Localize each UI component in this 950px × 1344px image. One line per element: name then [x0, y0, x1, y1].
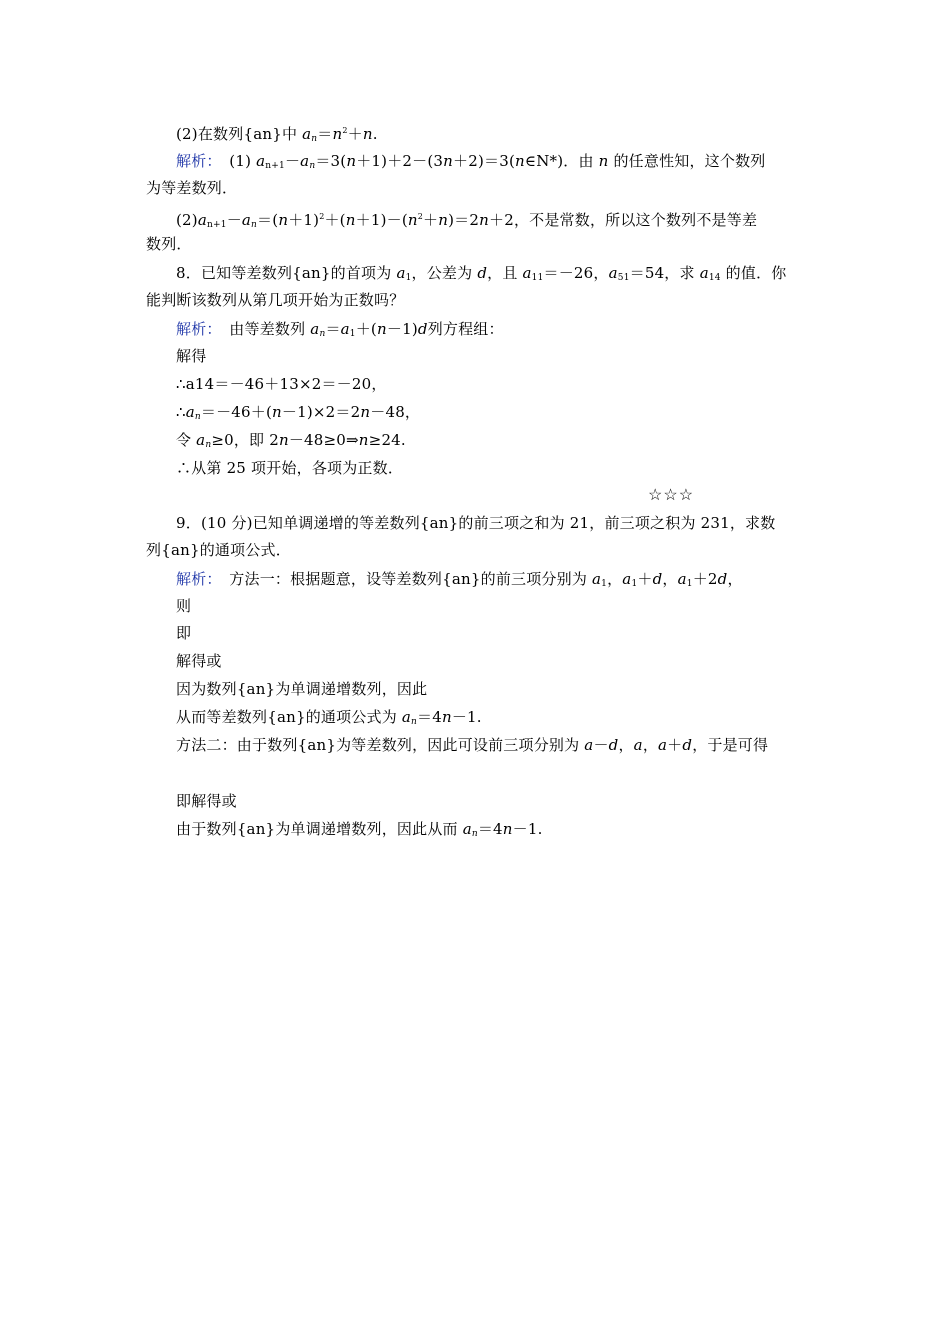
solution-9-jiede-huo: 解得或 [176, 652, 222, 670]
solution-8-solve: 解得 [176, 347, 207, 365]
solution-9-method2: 方法二：由于数列{an}为等差数列，因此可设前三项分别为 a－d，a，a＋d，于是可得 [176, 736, 769, 754]
solution-9-ze: 则 [176, 597, 192, 615]
solution-9-ji: 即 [176, 624, 192, 642]
solution-label: 解析： [176, 570, 215, 588]
solution-9-method2-solve: 即解得或 [176, 792, 237, 810]
solution-2-line2: 数列． [146, 235, 192, 253]
solution-1-line1: 解析： (1) $a_{n+1}-a_n=3(n+1)+2-(3n+2)=3(n\in N*)$．由 n 的任意性知，这个数列 [176, 152, 766, 171]
solution-9-method1: 解析： 方法一：根据题意，设等差数列{an}的前三项分别为 $a_1$，$a_1+d$，$a_1+2d$， [176, 570, 743, 589]
question-8-line2: 能判断该数列从第几项开始为正数吗？ [146, 291, 405, 309]
solution-1-line2: 为等差数列． [146, 179, 238, 197]
solution-8-line1: 解析： 由等差数列 $a_n=a_1+(n-1)d$列方程组： [176, 320, 504, 339]
solution-8-inequality: 令 $a_n\ge 0$，即 2n－48≥0⇒n≥24. [176, 431, 406, 450]
solution-2-line1: $(2)a_{n+1}-a_n=(n+1)^2+(n+1)-(n^2+n)=2n+2$，不是常数，所以这个数列不是等差 [176, 211, 758, 230]
part2-question: (2)在数列{an}中 $a_n=n^2+n$. [176, 125, 378, 144]
difficulty-stars: ☆☆☆ [648, 485, 695, 504]
solution-8-general-term: $\therefore a_n=-46+(n-1)\times 2=2n-48$， [176, 403, 421, 422]
solution-9-method2-result: 由于数列{an}为单调递增数列，因此从而 $a_n=4n-1$. [176, 820, 543, 839]
solution-8-conclusion: ∴从第 25 项开始，各项为正数． [176, 459, 404, 477]
solution-9-result: 从而等差数列{an}的通项公式为 $a_n=4n-1$. [176, 708, 482, 727]
solution-label: 解析： [176, 320, 215, 338]
question-9-line1: 9．(10 分)已知单调递增的等差数列{an}的前三项之和为 21，前三项之积为 231，求数 [176, 514, 776, 532]
solution-9-because: 因为数列{an}为单调递增数列，因此 [176, 680, 428, 698]
solution-8-a14: ∴a14＝－46＋13×2＝－20， [176, 375, 387, 393]
solution-label: 解析： [176, 152, 215, 170]
question-9-line2: 列{an}的通项公式． [146, 541, 291, 559]
question-8-line1: 8．已知等差数列{an}的首项为 $a_1$，公差为 d，且 $a_{11}=-26$，$a_{51}=54$，求 $a_{14}$ 的值．你 [176, 264, 787, 283]
